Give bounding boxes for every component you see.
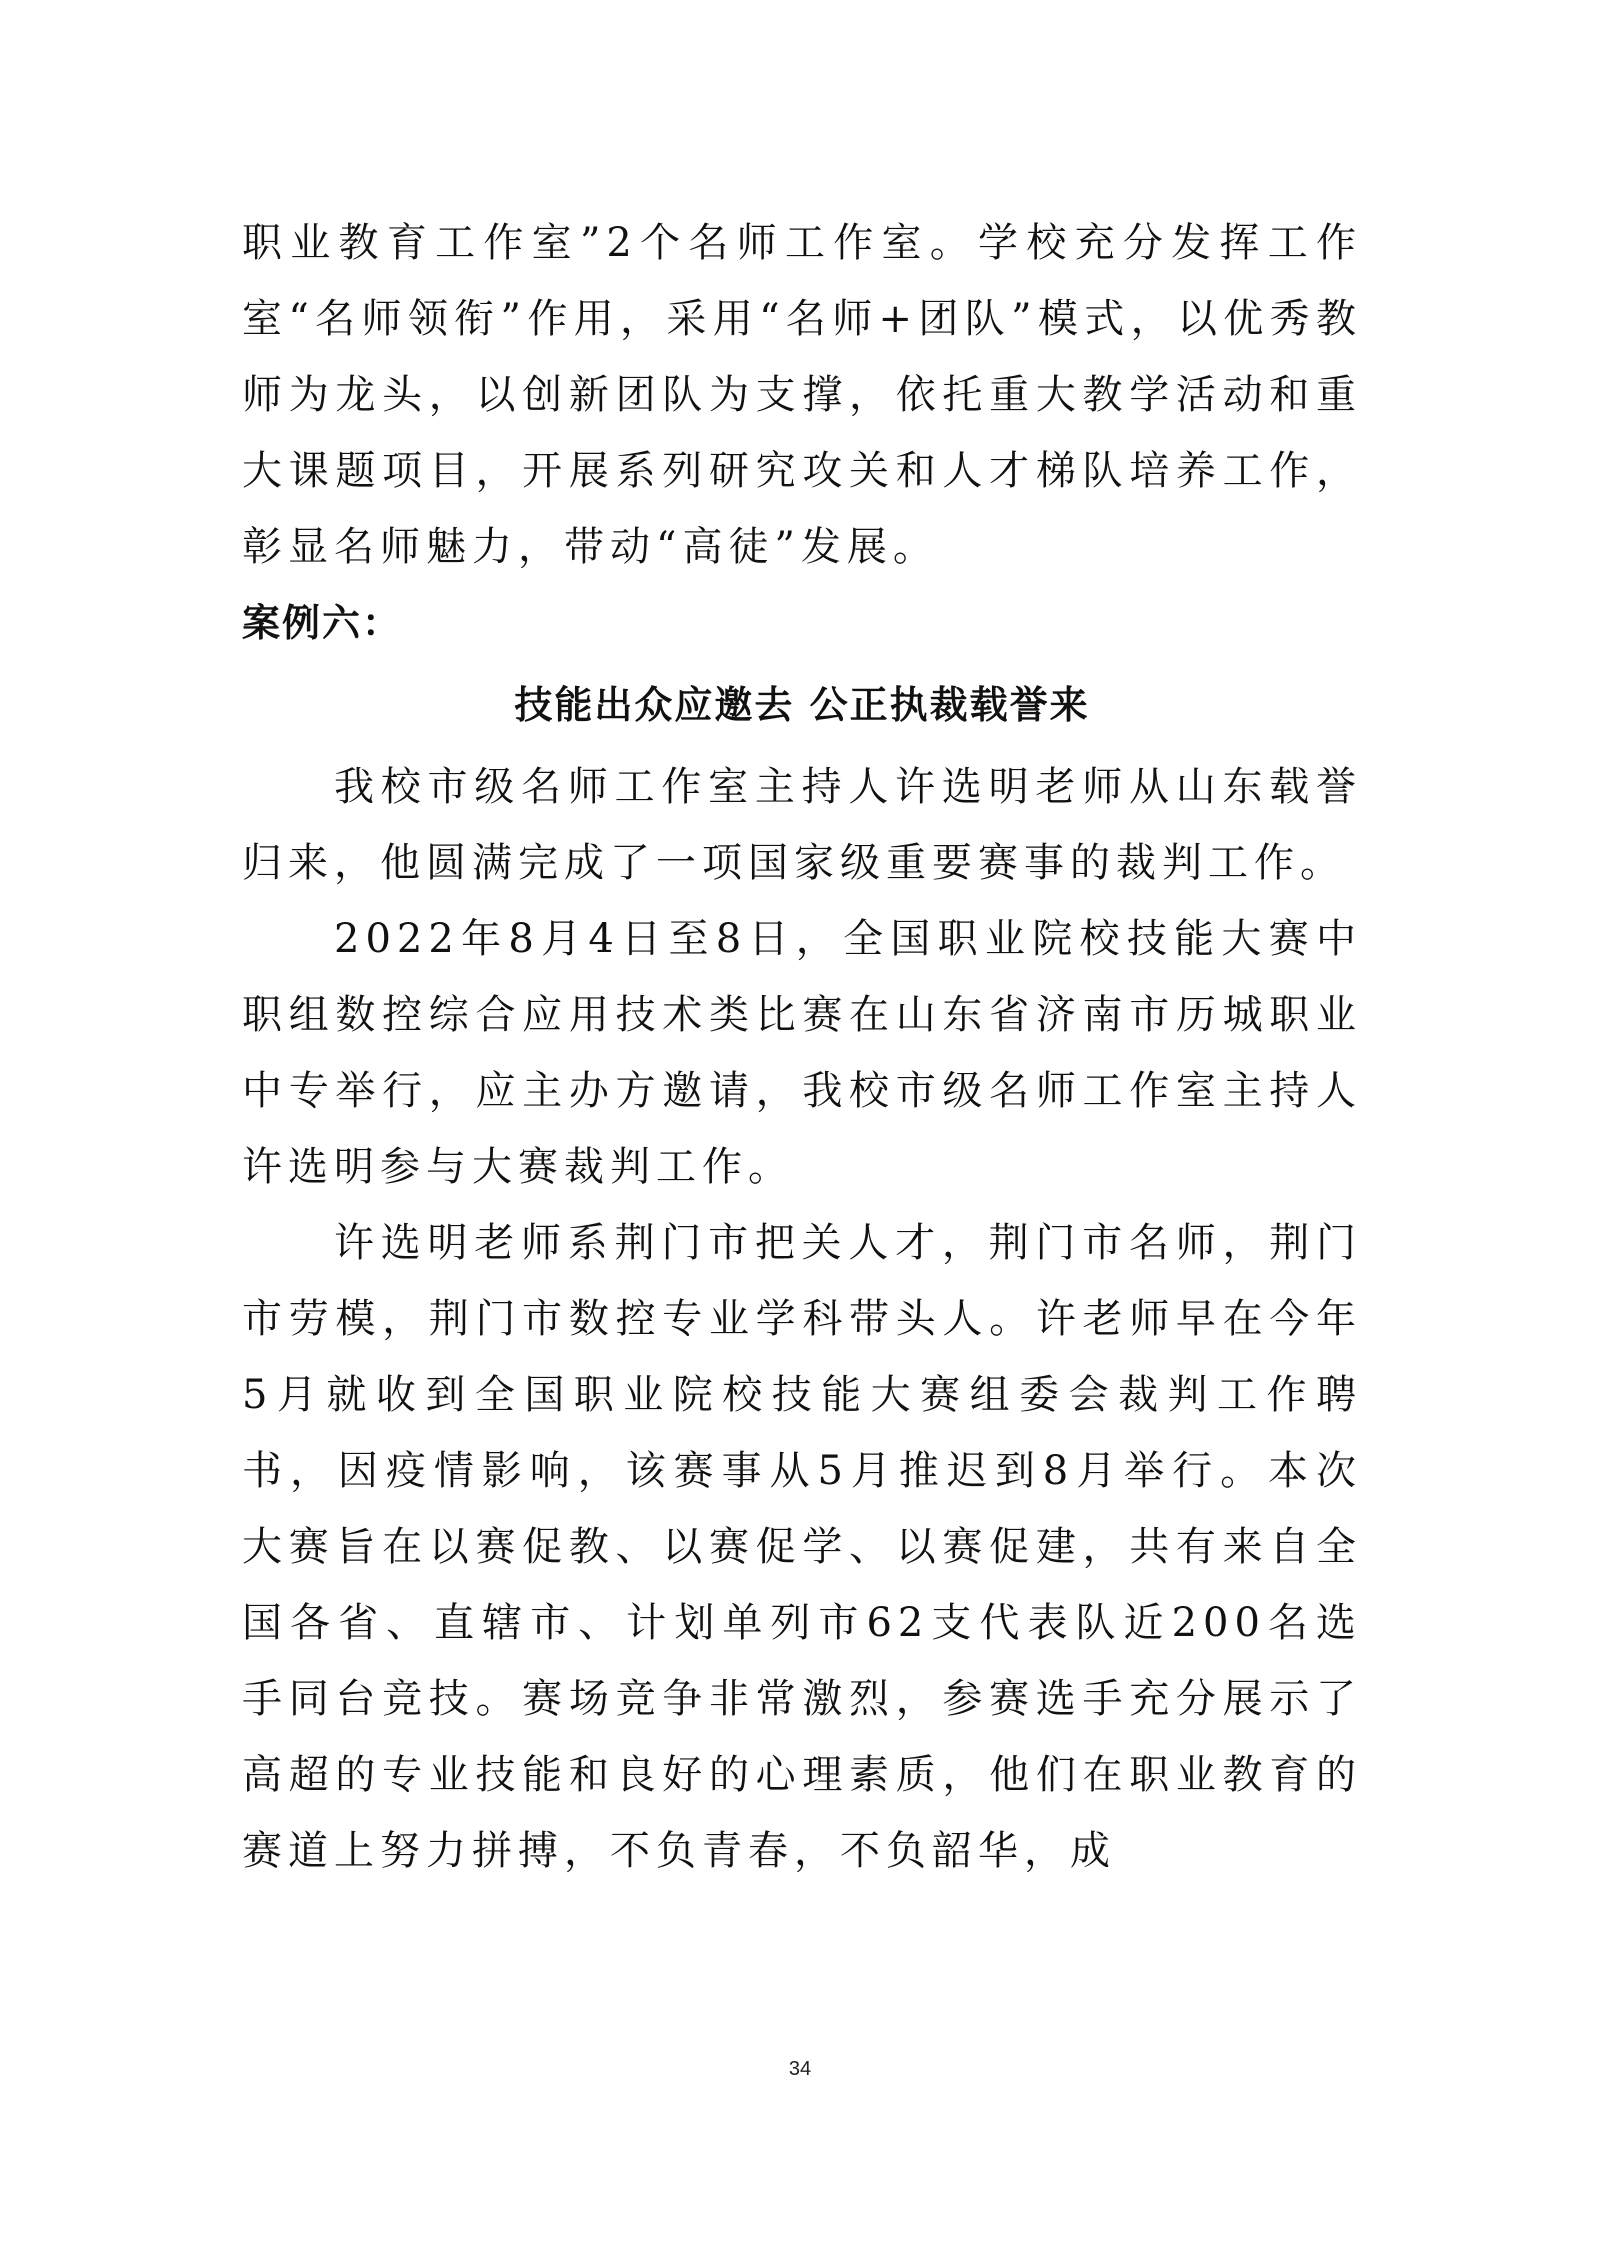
body-paragraph: 我校市级名师工作室主持人许选明老师从山东载誉归来，他圆满完成了一项国家级重要赛事的裁判工作。 [242,764,1362,886]
continuation-paragraph: 职业教育工作室”2个名师工作室。学校充分发挥工作室“名师领衔”作用，采用“名师+团队”模式，以优秀教师为龙头，以创新团队为支撑，依托重大教学活动和重大课题项目，开展系列研究攻关和人才梯队培养工作，彰显名师魅力，带动“高徒”发展。 [242,220,1362,570]
body-paragraph: 许选明老师系荆门市把关人才，荆门市名师，荆门市劳模，荆门市数控专业学科带头人。许老师早在今年5月就收到全国职业院校技能大赛组委会裁判工作聘书，因疫情影响，该赛事从5月推迟到8月举行。本次大赛旨在以赛促教、以赛促学、以赛促建，共有来自全国各省、直辖市、计划单列市62支代表队近200名选手同台竞技。赛场竞争非常激烈，参赛选手充分展示了高超的专业技能和良好的心理素质，他们在职业教育的赛道上努力拼搏，不负青春，不负韶华，成 [242,1220,1362,1874]
page-content [242,205,1362,1889]
case-label: 案例六： [242,601,403,645]
body-paragraph: 2022年8月4日至8日，全国职业院校技能大赛中职组数控综合应用技术类比赛在山东省济南市历城职业中专举行，应主办方邀请，我校市级名师工作室主持人许选明参与大赛裁判工作。 [242,916,1362,1190]
article-title: 技能出众应邀去 公正执裁载誉来 [514,683,1090,727]
page-number: 34 [788,2058,812,2080]
